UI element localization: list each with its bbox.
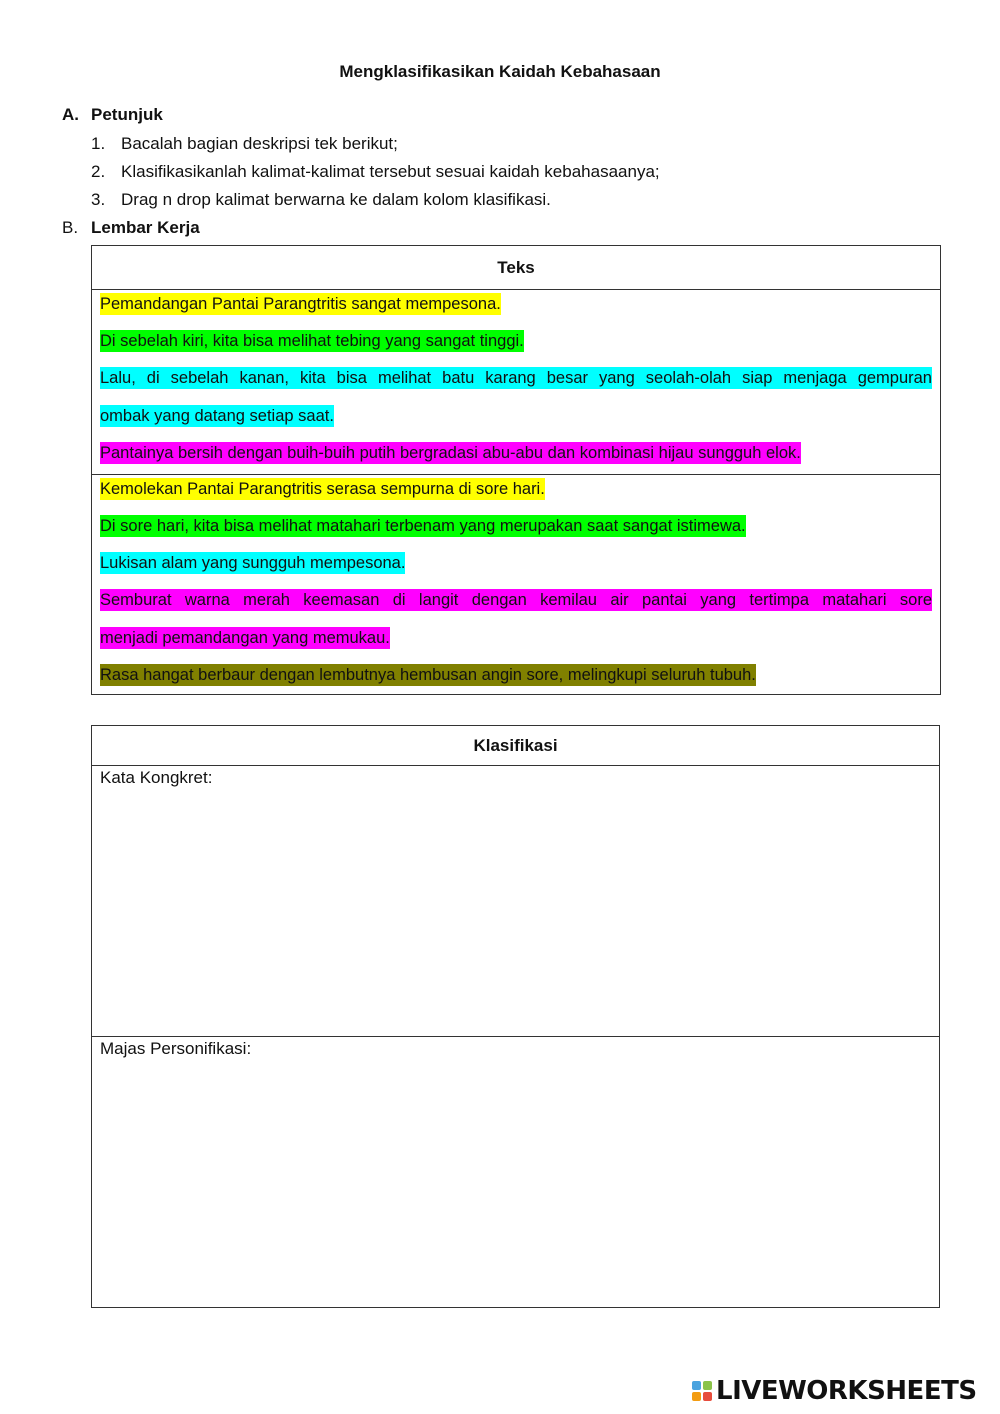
draggable-sentence[interactable]: Lalu, di sebelah kanan, kita bisa melihat batu karang besar yang seolah-olah siap menjaga gempuran [100,369,932,387]
section-a-title: Petunjuk [91,105,163,124]
draggable-sentence[interactable]: Pemandangan Pantai Parangtritis sangat mempesona. [100,295,501,313]
draggable-sentence[interactable]: Lukisan alam yang sungguh mempesona. [100,554,406,572]
page-title: Mengklasifikasikan Kaidah Kebahasaan [339,62,661,81]
logo-square [703,1381,712,1390]
section-b-title: Lembar Kerja [91,218,200,237]
instruction-text: Bacalah bagian deskripsi tek berikut; [121,134,398,153]
instruction-item [91,133,660,161]
liveworksheets-logo [692,1376,977,1406]
draggable-sentence[interactable]: Semburat warna merah keemasan di langit dengan kemilau air pantai yang tertimpa matahari sore [100,591,932,609]
logo-square [703,1392,712,1401]
section-a-heading [62,105,163,125]
drop-zone-label: Kata Kongkret: [100,768,213,787]
instruction-number: 2. [91,162,106,181]
section-b-letter: B. [62,218,79,237]
instruction-text: Drag n drop kalimat berwarna ke dalam kolom klasifikasi. [121,190,551,209]
drop-zone-kata-kongkret[interactable] [92,766,939,1037]
teks-table [91,245,941,695]
logo-square [692,1392,701,1401]
teks-header: Teks [92,246,940,290]
logo-square [692,1381,701,1390]
drop-zone-majas-personifikasi[interactable] [92,1037,939,1308]
logo-mark-icon [692,1381,712,1401]
klasifikasi-header: Klasifikasi [92,726,939,766]
draggable-sentence-continuation[interactable]: menjadi pemandangan yang memukau. [100,629,390,647]
drop-zone-label: Majas Personifikasi: [100,1039,252,1058]
instruction-number: 3. [91,190,106,209]
section-a-letter: A. [62,105,79,124]
teks-row-2 [92,475,940,700]
instruction-item [91,161,660,189]
instruction-item [91,189,660,217]
instruction-number: 1. [91,134,106,153]
draggable-sentence-continuation[interactable]: ombak yang datang setiap saat. [100,407,334,425]
teks-row-1 [92,290,940,475]
draggable-sentence[interactable]: Di sebelah kiri, kita bisa melihat tebing yang sangat tinggi. [100,332,524,350]
instruction-text: Klasifikasikanlah kalimat-kalimat tersebut sesuai kaidah kebahasaanya; [121,162,660,181]
instruction-list [91,133,660,217]
draggable-sentence[interactable]: Pantainya bersih dengan buih-buih putih bergradasi abu-abu dan kombinasi hijau sungguh elok. [100,444,801,462]
section-b-heading [62,218,200,238]
draggable-sentence[interactable]: Kemolekan Pantai Parangtritis serasa sempurna di sore hari. [100,480,545,498]
draggable-sentence[interactable]: Rasa hangat berbaur dengan lembutnya hembusan angin sore, melingkupi seluruh tubuh. [100,666,756,684]
logo-text: LIVEWORKSHEETS [716,1376,977,1406]
draggable-sentence[interactable]: Di sore hari, kita bisa melihat matahari terbenam yang merupakan saat sangat istimewa. [100,517,746,535]
klasifikasi-table [91,725,940,1308]
